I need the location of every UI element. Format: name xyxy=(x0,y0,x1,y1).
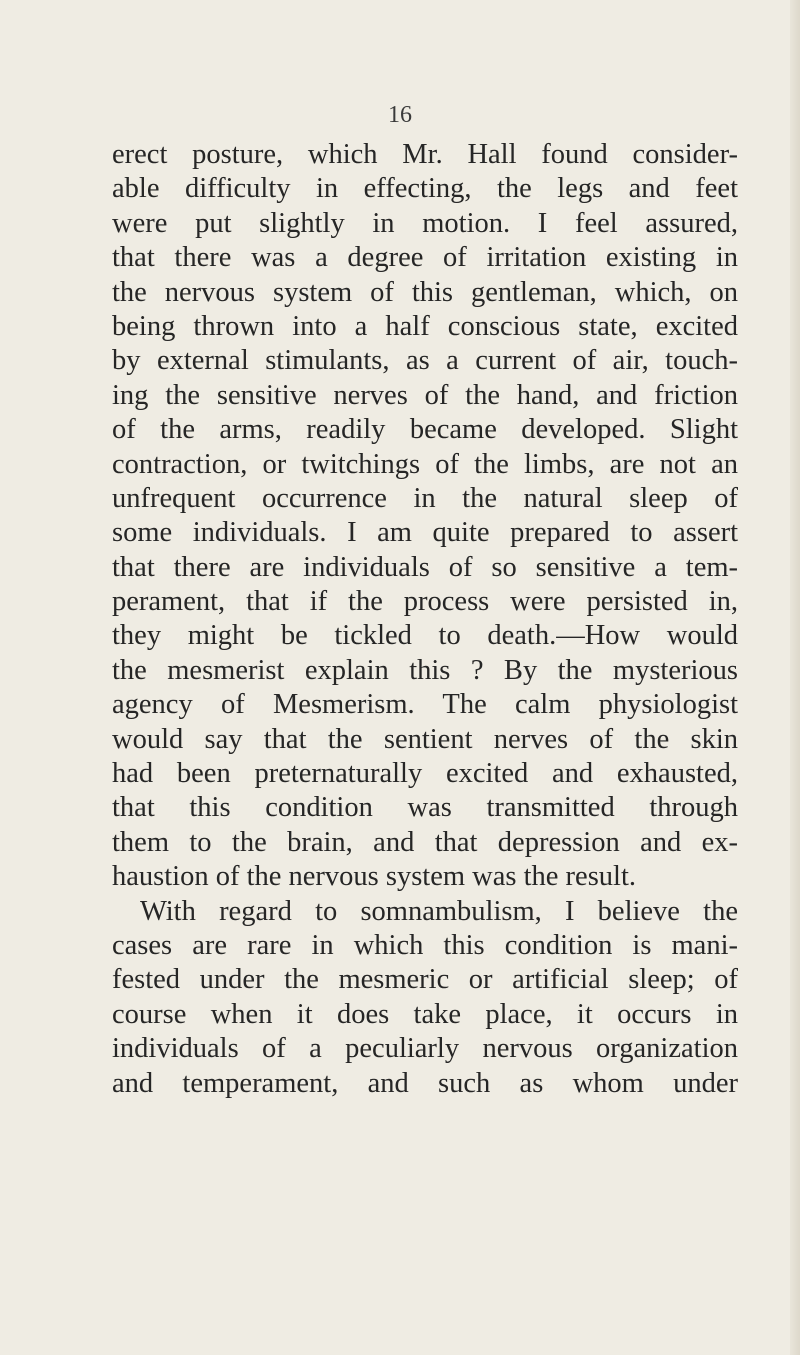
text-line: and temperament, and such as whom under xyxy=(112,1067,738,1099)
text-line: ing the sensitive nerves of the hand, and friction xyxy=(112,379,738,411)
text-line: that there was a degree of irritation existing in xyxy=(112,242,738,274)
text-line: that there are individuals of so sensitive a tem- xyxy=(112,551,738,583)
text-line: the mesmerist explain this ? By the mysterious xyxy=(112,654,738,686)
text-line: the nervous system of this gentleman, which, on xyxy=(112,276,738,308)
text-line: erect posture, which Mr. Hall found consider- xyxy=(112,139,738,170)
body-text xyxy=(112,138,738,1101)
text-line: With regard to somnambulism, I believe the xyxy=(140,895,738,927)
page-number: 16 xyxy=(388,102,412,128)
text-line: of the arms, readily became developed. Slight xyxy=(112,414,738,446)
text-line: fested under the mesmeric or artificial sleep; of xyxy=(112,964,738,996)
text-line: being thrown into a half conscious state, excited xyxy=(112,310,738,342)
text-line: cases are rare in which this condition is mani- xyxy=(112,929,738,961)
text-line: they might be tickled to death.—How would xyxy=(112,620,738,652)
text-line: were put slightly in motion. I feel assured, xyxy=(112,207,738,239)
text-line: that this condition was transmitted through xyxy=(112,792,738,824)
text-line: contraction, or twitchings of the limbs, are not an xyxy=(112,448,738,480)
text-line: by external stimulants, as a current of air, touch- xyxy=(112,345,738,377)
text-line: able difficulty in effecting, the legs and feet xyxy=(112,173,738,205)
text-line: haustion of the nervous system was the result. xyxy=(112,861,636,893)
text-line: perament, that if the process were persisted in, xyxy=(112,586,738,618)
text-line: them to the brain, and that depression and ex- xyxy=(112,826,738,858)
text-line: course when it does take place, it occurs in xyxy=(112,998,738,1030)
text-line: had been preternaturally excited and exhausted, xyxy=(112,758,738,790)
text-line: unfrequent occurrence in the natural sleep of xyxy=(112,482,738,514)
text-line: individuals of a peculiarly nervous organization xyxy=(112,1033,738,1065)
text-line: some individuals. I am quite prepared to assert xyxy=(112,517,738,549)
text-line: agency of Mesmerism. The calm physiologist xyxy=(112,689,738,721)
page-edge-shadow xyxy=(790,0,800,1355)
text-line: would say that the sentient nerves of the skin xyxy=(112,723,738,755)
